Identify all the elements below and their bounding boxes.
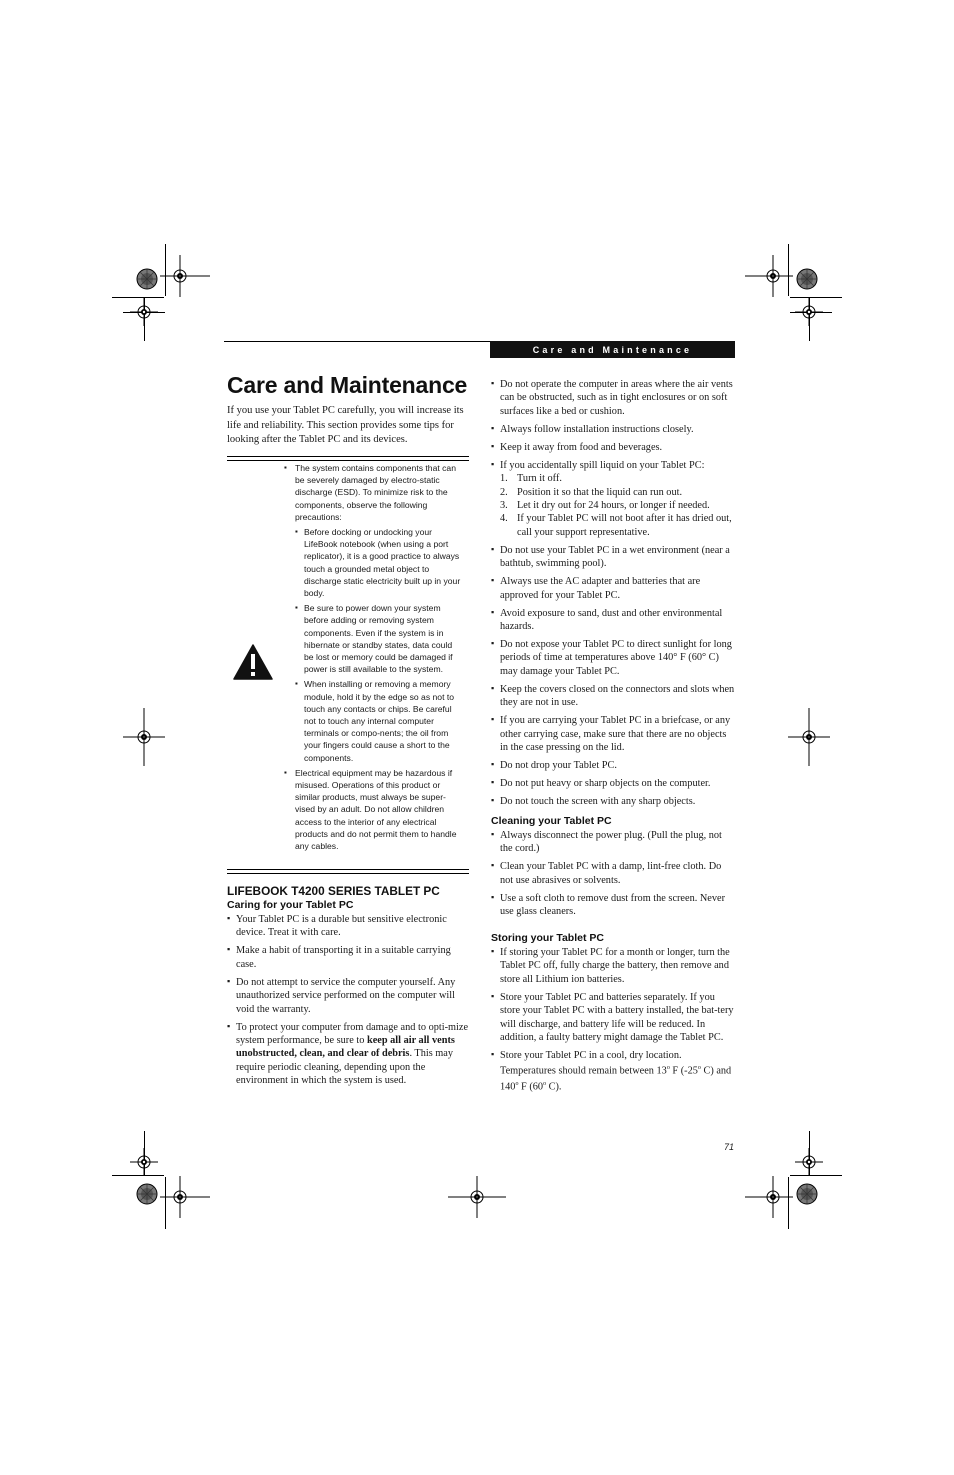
list-item: ▪ Store your Tablet PC and batteries separately. If you store your Tablet PC with a battery installed, the bat-tery will discharge, and battery life will be reduced. In addition, a faulty battery might damage the Tablet PC.: [491, 991, 735, 1045]
degree-sup: o: [697, 1065, 701, 1072]
warning-list: [284, 462, 464, 852]
list-item: ▪ Use a soft cloth to remove dust from the screen. Never use glass cleaners.: [491, 892, 735, 919]
page-number: 71: [724, 1142, 735, 1152]
warning-sublist: [295, 526, 464, 764]
warning-item: [284, 767, 464, 852]
cleaning-list: [491, 829, 735, 923]
list-item: ▪ Avoid exposure to sand, dust and other environmental hazards.: [491, 607, 735, 634]
list-item: ▪ Always follow installation instructions closely.: [491, 423, 735, 436]
protect-text-bold: keep all air all vents unobstructed, clean, and clear of debris: [236, 1035, 455, 1060]
list-item: ▪ Do not touch the screen with any sharp objects.: [491, 795, 735, 808]
list-item: ▪ If you are carrying your Tablet PC in a briefcase, or any other carrying case, make sure that there are no objects in the case pressing on the lid.: [491, 714, 735, 754]
temp-text: C).: [546, 1081, 562, 1093]
list-item: [491, 459, 735, 539]
list-item: ▪ Do not use your Tablet PC in a wet environment (near a bathtub, swimming pool).: [491, 544, 735, 571]
spill-intro: If you accidentally spill liquid on your Tablet PC:: [500, 459, 705, 471]
list-item: ▪ Always disconnect the power plug. (Pull the plug, not the cord.): [491, 829, 735, 856]
list-item: ▪ If storing your Tablet PC for a month or longer, turn the Tablet PC off, fully charge the battery, then remove and store all Lithium ion batteries.: [491, 946, 735, 986]
list-item: ▪ Do not expose your Tablet PC to direct sunlight for long periods of time at temperatures above 140° F (60° C) may damage your Tablet PC.: [491, 638, 735, 678]
header-rule: [224, 341, 490, 342]
temp-text: Store your Tablet PC in a cool, dry location. Temperatures should remain between 13: [500, 1050, 682, 1077]
spill-step: [500, 472, 735, 485]
running-header-title: Care and Maintenance: [532, 344, 693, 355]
warning-triangle-icon: [233, 644, 273, 680]
warning-item: [284, 462, 464, 764]
list-item: ▪ Always use the AC adapter and batteries that are approved for your Tablet PC.: [491, 575, 735, 602]
temp-text: F (-25: [669, 1065, 698, 1077]
list-item: ▪ Your Tablet PC is a durable but sensitive electronic device. Treat it with care.: [227, 913, 469, 940]
warning-subitem: ▪ Be sure to power down your system before adding or removing system components. Even if the system is in hibernate or standby states, data could be lost or memory could be damaged if power is still available to the system.: [295, 602, 464, 675]
spill-step: [500, 486, 735, 499]
step-text: Position it so that the liquid can run out.: [517, 486, 683, 498]
step-number: 2.: [500, 486, 508, 498]
list-item: ▪ Do not drop your Tablet PC.: [491, 759, 735, 772]
intro-paragraph: If you use your Tablet PC carefully, you will increase its life and reliability. This section provides some tips for looking after the Tablet PC and its devices.: [227, 405, 464, 445]
warning-subitem: ▪ Before docking or undocking your LifeBook notebook (when using a port replicator), it is a good practice to always touch a grounded metal object to discharge static electricity built up in your body.: [295, 526, 464, 599]
warning-box-top-rule: [227, 456, 469, 461]
step-text: Let it dry out for 24 hours, or longer if needed.: [517, 500, 710, 512]
storing-heading: Storing your Tablet PC: [491, 932, 604, 944]
storing-list: [491, 946, 735, 1099]
caring-list: [227, 913, 469, 1092]
care-list-right: [491, 378, 735, 813]
list-item: ▪ Clean your Tablet PC with a damp, lint-free cloth. Do not use abrasives or solvents.: [491, 860, 735, 887]
temp-text: C) and 140: [500, 1065, 732, 1093]
warning-content: [284, 462, 464, 855]
protect-text-post: . This may require periodic cleaning, depending upon the environment in which the system is used.: [236, 1048, 454, 1087]
list-item: [491, 1049, 735, 1094]
warning-item-text: The system contains components that can be severely damaged by electro-static discharge (ESD). To minimize risk to the components, observe the following precautions:: [295, 463, 456, 522]
warning-subitem: ▪ When installing or removing a memory module, hold it by the edge so as not to touch any contacts or chips. Be careful not to touch any internal computer terminals or compo-nents; the oil from your fingers could cause a short to the components.: [295, 678, 464, 763]
caring-heading: Caring for your Tablet PC: [227, 899, 354, 911]
spill-step: [500, 512, 735, 539]
list-item: ▪ Do not put heavy or sharp objects on the computer.: [491, 777, 735, 790]
step-number: 4.: [500, 513, 508, 525]
list-item: ▪ Make a habit of transporting it in a suitable carrying case.: [227, 944, 469, 971]
warning-box-bottom-rule: [227, 869, 469, 874]
step-text: Turn it off.: [517, 473, 562, 485]
page-title: Care and Maintenance: [227, 372, 468, 398]
list-item: ▪ Do not operate the computer in areas where the air vents can be obstructed, such as in tight enclosures or on soft surfaces like a bed or cushion.: [491, 378, 735, 418]
temp-text: F (60: [518, 1081, 544, 1093]
section-title: LIFEBOOK T4200 SERIES TABLET PC: [227, 884, 440, 898]
list-item: ▪ Keep the covers closed on the connectors and slots when they are not in use.: [491, 683, 735, 710]
warning-item-text: Electrical equipment may be hazardous if misused. Operations of this product or similar products, must always be super-vised by an adult. Do not allow children access to the interior of any electrical products and do not permit them to handle any cables.: [295, 767, 457, 852]
step-number: 3.: [500, 500, 508, 512]
step-number: 1.: [500, 473, 508, 485]
degree-sup: o: [515, 1081, 519, 1088]
list-item: ▪ Do not attempt to service the computer yourself. Any unauthorized service performed on the computer will void the warranty.: [227, 976, 469, 1016]
spill-steps: [500, 472, 735, 539]
protect-text-pre: To protect your computer from damage and to opti-mize system performance, be sure to: [236, 1021, 469, 1047]
degree-sup: o: [543, 1081, 547, 1088]
step-text: If your Tablet PC will not boot after it has dried out, call your support representative.: [517, 513, 732, 538]
list-item: [227, 1021, 469, 1088]
degree-sup: o: [666, 1065, 670, 1072]
cleaning-heading: Cleaning your Tablet PC: [491, 815, 612, 827]
running-header: [490, 341, 735, 358]
list-item: ▪ Keep it away from food and beverages.: [491, 441, 735, 454]
spill-step: [500, 499, 735, 512]
